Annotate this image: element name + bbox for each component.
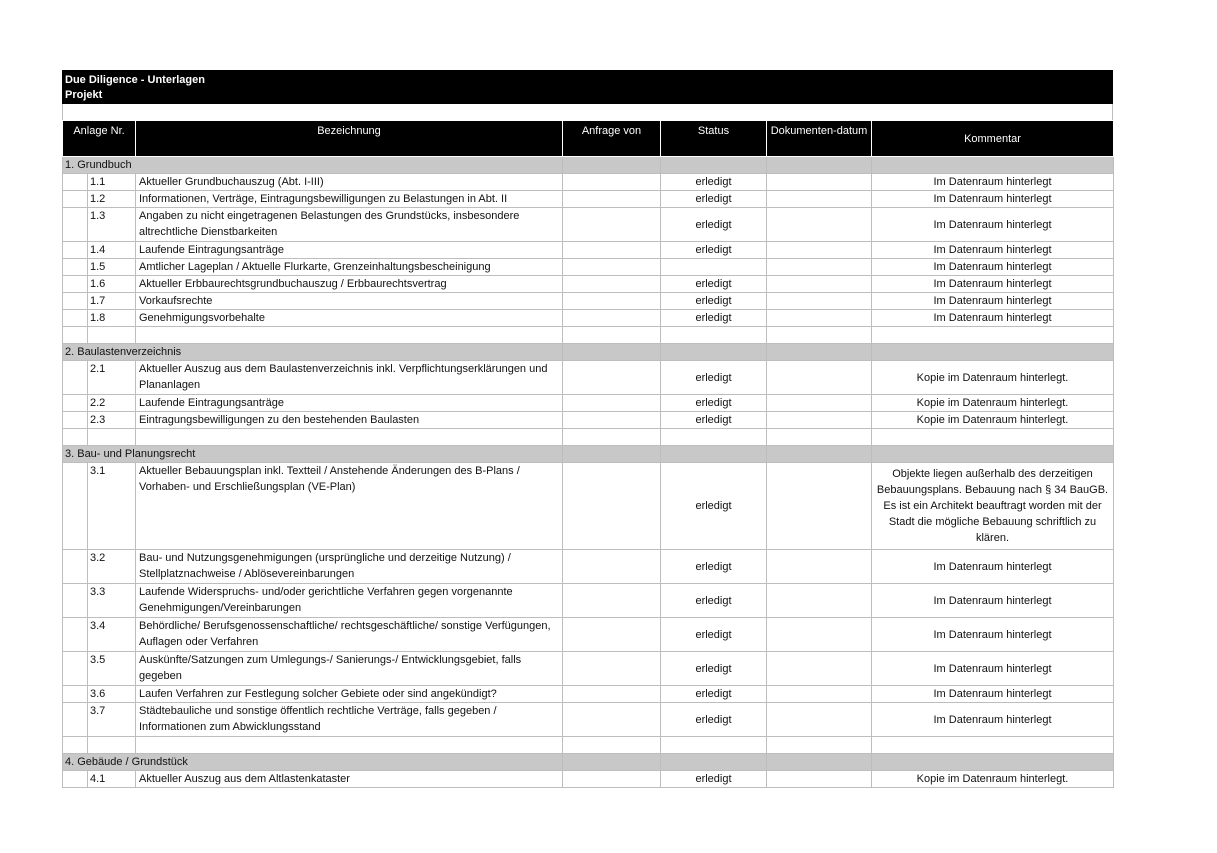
item-anfrage bbox=[563, 361, 661, 395]
section-anfrage-cell bbox=[563, 344, 661, 361]
item-anfrage bbox=[563, 771, 661, 788]
item-status: erledigt bbox=[661, 395, 767, 412]
column-header-anlage: Anlage Nr. bbox=[63, 121, 136, 157]
item-description: Laufende Eintragungsanträge bbox=[136, 242, 563, 259]
item-status: erledigt bbox=[661, 310, 767, 327]
due-diligence-sheet bbox=[62, 70, 1113, 788]
section-status-cell bbox=[661, 754, 767, 771]
table-row bbox=[63, 771, 1114, 788]
table-row bbox=[63, 584, 1114, 618]
empty-cell bbox=[88, 429, 136, 446]
item-dokumentendatum bbox=[767, 771, 872, 788]
item-status: erledigt bbox=[661, 584, 767, 618]
table-header bbox=[63, 121, 1114, 157]
item-number: 1.1 bbox=[88, 174, 136, 191]
table-row bbox=[63, 412, 1114, 429]
table-row bbox=[63, 463, 1114, 550]
section-anfrage-cell bbox=[563, 446, 661, 463]
item-comment: Im Datenraum hinterlegt bbox=[872, 242, 1114, 259]
item-anfrage bbox=[563, 293, 661, 310]
item-comment: Im Datenraum hinterlegt bbox=[872, 208, 1114, 242]
section-status-cell bbox=[661, 344, 767, 361]
empty-cell bbox=[563, 327, 661, 344]
item-dokumentendatum bbox=[767, 618, 872, 652]
section-row bbox=[63, 344, 1114, 361]
indent-cell bbox=[63, 242, 88, 259]
indent-cell bbox=[63, 584, 88, 618]
table-body bbox=[63, 157, 1114, 788]
indent-cell bbox=[63, 310, 88, 327]
item-number: 3.7 bbox=[88, 703, 136, 737]
table-row bbox=[63, 652, 1114, 686]
item-description: Laufen Verfahren zur Festlegung solcher Gebiete oder sind angekündigt? bbox=[136, 686, 563, 703]
item-comment: Im Datenraum hinterlegt bbox=[872, 276, 1114, 293]
item-anfrage bbox=[563, 395, 661, 412]
indent-cell bbox=[63, 686, 88, 703]
table-row bbox=[63, 686, 1114, 703]
item-status: erledigt bbox=[661, 293, 767, 310]
empty-cell bbox=[767, 737, 872, 754]
table-row bbox=[63, 293, 1114, 310]
item-dokumentendatum bbox=[767, 584, 872, 618]
indent-cell bbox=[63, 293, 88, 310]
section-datum-cell bbox=[767, 446, 872, 463]
item-number: 1.4 bbox=[88, 242, 136, 259]
item-status: erledigt bbox=[661, 652, 767, 686]
item-dokumentendatum bbox=[767, 703, 872, 737]
section-kommentar-cell bbox=[872, 157, 1114, 174]
item-dokumentendatum bbox=[767, 395, 872, 412]
item-description: Vorkaufsrechte bbox=[136, 293, 563, 310]
item-comment: Im Datenraum hinterlegt bbox=[872, 703, 1114, 737]
empty-cell bbox=[136, 737, 563, 754]
item-dokumentendatum bbox=[767, 652, 872, 686]
item-comment: Im Datenraum hinterlegt bbox=[872, 310, 1114, 327]
section-title: 1. Grundbuch bbox=[63, 157, 563, 174]
column-header-kommentar: Kommentar bbox=[872, 121, 1114, 157]
item-anfrage bbox=[563, 310, 661, 327]
item-status: erledigt bbox=[661, 463, 767, 550]
item-status: erledigt bbox=[661, 191, 767, 208]
item-description: Städtebauliche und sonstige öffentlich rechtliche Verträge, falls gegeben / Informationen zum Abwicklungsstand bbox=[136, 703, 563, 737]
empty-cell bbox=[872, 327, 1114, 344]
item-comment: Im Datenraum hinterlegt bbox=[872, 191, 1114, 208]
empty-cell bbox=[136, 327, 563, 344]
indent-cell bbox=[63, 771, 88, 788]
item-anfrage bbox=[563, 686, 661, 703]
section-datum-cell bbox=[767, 344, 872, 361]
empty-cell bbox=[872, 429, 1114, 446]
indent-cell bbox=[63, 361, 88, 395]
section-row bbox=[63, 157, 1114, 174]
item-comment: Im Datenraum hinterlegt bbox=[872, 174, 1114, 191]
item-description: Eintragungsbewilligungen zu den bestehenden Baulasten bbox=[136, 412, 563, 429]
empty-cell bbox=[563, 429, 661, 446]
item-description: Aktueller Bebauungsplan inkl. Textteil / Anstehende Änderungen des B-Plans / Vorhaben- und Erschließungsplan (VE-Plan) bbox=[136, 463, 563, 550]
table-row bbox=[63, 276, 1114, 293]
table-row bbox=[63, 208, 1114, 242]
table-row bbox=[63, 703, 1114, 737]
empty-cell bbox=[661, 429, 767, 446]
item-description: Behördliche/ Berufsgenossenschaftliche/ rechtsgeschäftliche/ sonstige Verfügungen, Auflagen oder Verfahren bbox=[136, 618, 563, 652]
item-number: 4.1 bbox=[88, 771, 136, 788]
sheet-subtitle: Projekt bbox=[65, 89, 103, 101]
section-anfrage-cell bbox=[563, 157, 661, 174]
item-status: erledigt bbox=[661, 686, 767, 703]
empty-cell bbox=[661, 737, 767, 754]
table-row bbox=[63, 191, 1114, 208]
item-anfrage bbox=[563, 703, 661, 737]
section-datum-cell bbox=[767, 754, 872, 771]
section-status-cell bbox=[661, 446, 767, 463]
sheet-title: Due Diligence - Unterlagen bbox=[65, 74, 205, 86]
item-status: erledigt bbox=[661, 208, 767, 242]
empty-cell bbox=[88, 327, 136, 344]
item-dokumentendatum bbox=[767, 463, 872, 550]
item-description: Angaben zu nicht eingetragenen Belastungen des Grundstücks, insbesondere altrechtliche Dienstbarkeiten bbox=[136, 208, 563, 242]
item-number: 1.7 bbox=[88, 293, 136, 310]
item-number: 3.6 bbox=[88, 686, 136, 703]
column-header-bezeichnung: Bezeichnung bbox=[136, 121, 563, 157]
item-number: 3.5 bbox=[88, 652, 136, 686]
item-status: erledigt bbox=[661, 242, 767, 259]
item-description: Aktueller Auszug aus dem Baulastenverzeichnis inkl. Verpflichtungserklärungen und Plananlagen bbox=[136, 361, 563, 395]
indent-cell bbox=[63, 412, 88, 429]
item-dokumentendatum bbox=[767, 191, 872, 208]
item-dokumentendatum bbox=[767, 259, 872, 276]
sheet-header bbox=[62, 70, 1113, 104]
item-comment: Objekte liegen außerhalb des derzeitigen Bebauungsplans. Bebauung nach § 34 BauGB. Es ist ein Architekt beauftragt worden mit der Stadt die mögliche Bebauung schriftlich zu klären. bbox=[872, 463, 1114, 550]
item-number: 2.2 bbox=[88, 395, 136, 412]
item-anfrage bbox=[563, 259, 661, 276]
header-spacer bbox=[62, 104, 1113, 120]
item-dokumentendatum bbox=[767, 242, 872, 259]
item-status: erledigt bbox=[661, 361, 767, 395]
item-comment: Im Datenraum hinterlegt bbox=[872, 652, 1114, 686]
indent-cell bbox=[63, 463, 88, 550]
empty-row bbox=[63, 429, 1114, 446]
empty-row bbox=[63, 327, 1114, 344]
section-row bbox=[63, 446, 1114, 463]
section-kommentar-cell bbox=[872, 446, 1114, 463]
item-number: 3.4 bbox=[88, 618, 136, 652]
column-header-anfrage: Anfrage von bbox=[563, 121, 661, 157]
item-comment: Kopie im Datenraum hinterlegt. bbox=[872, 412, 1114, 429]
item-status: erledigt bbox=[661, 412, 767, 429]
table-row bbox=[63, 174, 1114, 191]
item-description: Bau- und Nutzungsgenehmigungen (ursprüngliche und derzeitige Nutzung) / Stellplatznachweise / Ablösevereinbarungen bbox=[136, 550, 563, 584]
item-comment: Kopie im Datenraum hinterlegt. bbox=[872, 395, 1114, 412]
indent-cell bbox=[63, 276, 88, 293]
item-number: 1.6 bbox=[88, 276, 136, 293]
item-comment: Im Datenraum hinterlegt bbox=[872, 584, 1114, 618]
item-dokumentendatum bbox=[767, 208, 872, 242]
section-row bbox=[63, 754, 1114, 771]
item-description: Laufende Widerspruchs- und/oder gerichtliche Verfahren gegen vorgenannte Genehmigungen/Vereinbarungen bbox=[136, 584, 563, 618]
section-title: 4. Gebäude / Grundstück bbox=[63, 754, 563, 771]
item-number: 2.3 bbox=[88, 412, 136, 429]
table-row bbox=[63, 361, 1114, 395]
item-comment: Im Datenraum hinterlegt bbox=[872, 686, 1114, 703]
item-status: erledigt bbox=[661, 771, 767, 788]
item-description: Auskünfte/Satzungen zum Umlegungs-/ Sanierungs-/ Entwicklungsgebiet, falls gegeben bbox=[136, 652, 563, 686]
item-number: 2.1 bbox=[88, 361, 136, 395]
item-comment: Im Datenraum hinterlegt bbox=[872, 293, 1114, 310]
indent-cell bbox=[63, 259, 88, 276]
indent-cell bbox=[63, 618, 88, 652]
empty-cell bbox=[63, 737, 88, 754]
item-anfrage bbox=[563, 618, 661, 652]
item-description: Aktueller Grundbuchauszug (Abt. I-III) bbox=[136, 174, 563, 191]
section-status-cell bbox=[661, 157, 767, 174]
empty-cell bbox=[563, 737, 661, 754]
item-dokumentendatum bbox=[767, 293, 872, 310]
item-status: erledigt bbox=[661, 703, 767, 737]
empty-row bbox=[63, 737, 1114, 754]
indent-cell bbox=[63, 191, 88, 208]
section-datum-cell bbox=[767, 157, 872, 174]
section-kommentar-cell bbox=[872, 344, 1114, 361]
section-anfrage-cell bbox=[563, 754, 661, 771]
item-description: Laufende Eintragungsanträge bbox=[136, 395, 563, 412]
item-number: 1.8 bbox=[88, 310, 136, 327]
table-row bbox=[63, 259, 1114, 276]
item-number: 3.3 bbox=[88, 584, 136, 618]
indent-cell bbox=[63, 550, 88, 584]
item-number: 1.3 bbox=[88, 208, 136, 242]
item-comment: Kopie im Datenraum hinterlegt. bbox=[872, 361, 1114, 395]
table-row bbox=[63, 395, 1114, 412]
item-anfrage bbox=[563, 174, 661, 191]
item-description: Genehmigungsvorbehalte bbox=[136, 310, 563, 327]
item-status: erledigt bbox=[661, 618, 767, 652]
indent-cell bbox=[63, 395, 88, 412]
empty-cell bbox=[872, 737, 1114, 754]
item-description: Informationen, Verträge, Eintragungsbewilligungen zu Belastungen in Abt. II bbox=[136, 191, 563, 208]
item-anfrage bbox=[563, 242, 661, 259]
item-dokumentendatum bbox=[767, 361, 872, 395]
indent-cell bbox=[63, 174, 88, 191]
indent-cell bbox=[63, 703, 88, 737]
item-number: 3.1 bbox=[88, 463, 136, 550]
item-description: Aktueller Erbbaurechtsgrundbuchauszug / Erbbaurechtsvertrag bbox=[136, 276, 563, 293]
item-anfrage bbox=[563, 550, 661, 584]
item-number: 1.2 bbox=[88, 191, 136, 208]
table-row bbox=[63, 550, 1114, 584]
item-number: 1.5 bbox=[88, 259, 136, 276]
item-anfrage bbox=[563, 584, 661, 618]
indent-cell bbox=[63, 208, 88, 242]
item-status bbox=[661, 259, 767, 276]
documents-table bbox=[62, 120, 1114, 788]
item-comment: Im Datenraum hinterlegt bbox=[872, 550, 1114, 584]
item-dokumentendatum bbox=[767, 412, 872, 429]
item-status: erledigt bbox=[661, 276, 767, 293]
item-comment: Im Datenraum hinterlegt bbox=[872, 259, 1114, 276]
empty-cell bbox=[661, 327, 767, 344]
section-title: 3. Bau- und Planungsrecht bbox=[63, 446, 563, 463]
item-comment: Kopie im Datenraum hinterlegt. bbox=[872, 771, 1114, 788]
column-header-dokumentendatum: Dokumenten-datum bbox=[767, 121, 872, 157]
item-status: erledigt bbox=[661, 550, 767, 584]
item-dokumentendatum bbox=[767, 276, 872, 293]
item-dokumentendatum bbox=[767, 550, 872, 584]
indent-cell bbox=[63, 652, 88, 686]
item-dokumentendatum bbox=[767, 174, 872, 191]
item-anfrage bbox=[563, 652, 661, 686]
table-row bbox=[63, 242, 1114, 259]
section-title: 2. Baulastenverzeichnis bbox=[63, 344, 563, 361]
empty-cell bbox=[88, 737, 136, 754]
item-status: erledigt bbox=[661, 174, 767, 191]
item-description: Amtlicher Lageplan / Aktuelle Flurkarte, Grenzeinhaltungsbescheinigung bbox=[136, 259, 563, 276]
item-anfrage bbox=[563, 463, 661, 550]
item-comment: Im Datenraum hinterlegt bbox=[872, 618, 1114, 652]
item-anfrage bbox=[563, 208, 661, 242]
empty-cell bbox=[767, 327, 872, 344]
table-row bbox=[63, 618, 1114, 652]
table-row bbox=[63, 310, 1114, 327]
empty-cell bbox=[136, 429, 563, 446]
item-dokumentendatum bbox=[767, 686, 872, 703]
item-anfrage bbox=[563, 191, 661, 208]
item-number: 3.2 bbox=[88, 550, 136, 584]
section-kommentar-cell bbox=[872, 754, 1114, 771]
item-anfrage bbox=[563, 412, 661, 429]
empty-cell bbox=[63, 327, 88, 344]
item-dokumentendatum bbox=[767, 310, 872, 327]
empty-cell bbox=[63, 429, 88, 446]
item-anfrage bbox=[563, 276, 661, 293]
column-header-status: Status bbox=[661, 121, 767, 157]
empty-cell bbox=[767, 429, 872, 446]
item-description: Aktueller Auszug aus dem Altlastenkataster bbox=[136, 771, 563, 788]
